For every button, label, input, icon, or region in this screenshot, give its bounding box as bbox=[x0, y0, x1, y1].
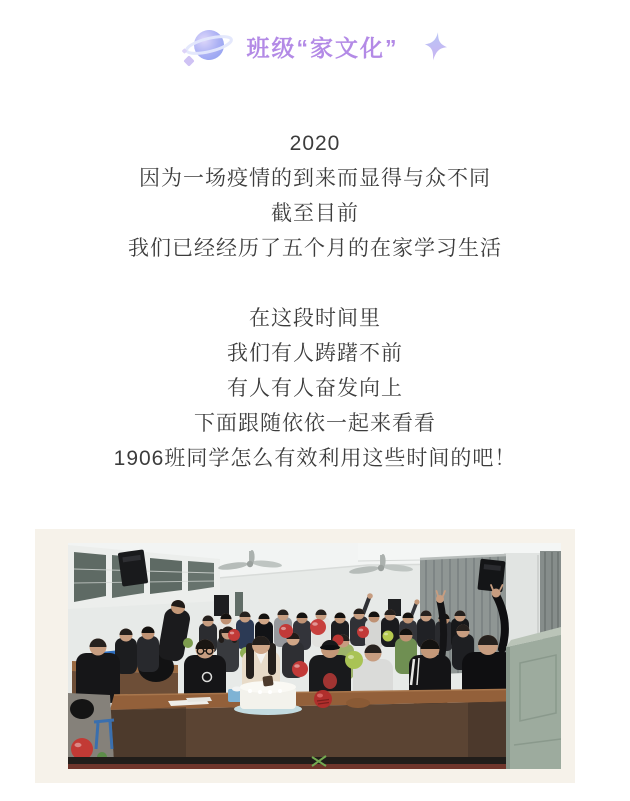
classroom-photo bbox=[68, 543, 561, 769]
photo-podium bbox=[506, 627, 561, 769]
text-line: 2020 bbox=[289, 132, 341, 155]
intro-paragraph bbox=[0, 126, 630, 266]
text-line: 截至目前 bbox=[271, 202, 359, 225]
text-line: 有人有人奋发向上 bbox=[227, 377, 403, 400]
text-line: 我们已经经历了五个月的在家学习生活 bbox=[128, 237, 502, 260]
text-line: 1906班同学怎么有效利用这些时间的吧！ bbox=[113, 447, 517, 470]
article-header bbox=[0, 0, 630, 70]
sparkle-icon bbox=[422, 31, 449, 62]
photo-card bbox=[35, 529, 575, 783]
text-line: 因为一场疫情的到来而显得与众不同 bbox=[139, 167, 491, 190]
text-line: 我们有人踌躇不前 bbox=[227, 342, 403, 365]
text-line: 在这段时间里 bbox=[249, 307, 381, 330]
body-paragraph bbox=[0, 301, 630, 476]
planet-icon bbox=[182, 22, 234, 70]
text-line: 下面跟随依依一起来看看 bbox=[194, 412, 436, 435]
page-title: 班级“家文化” bbox=[246, 34, 399, 61]
